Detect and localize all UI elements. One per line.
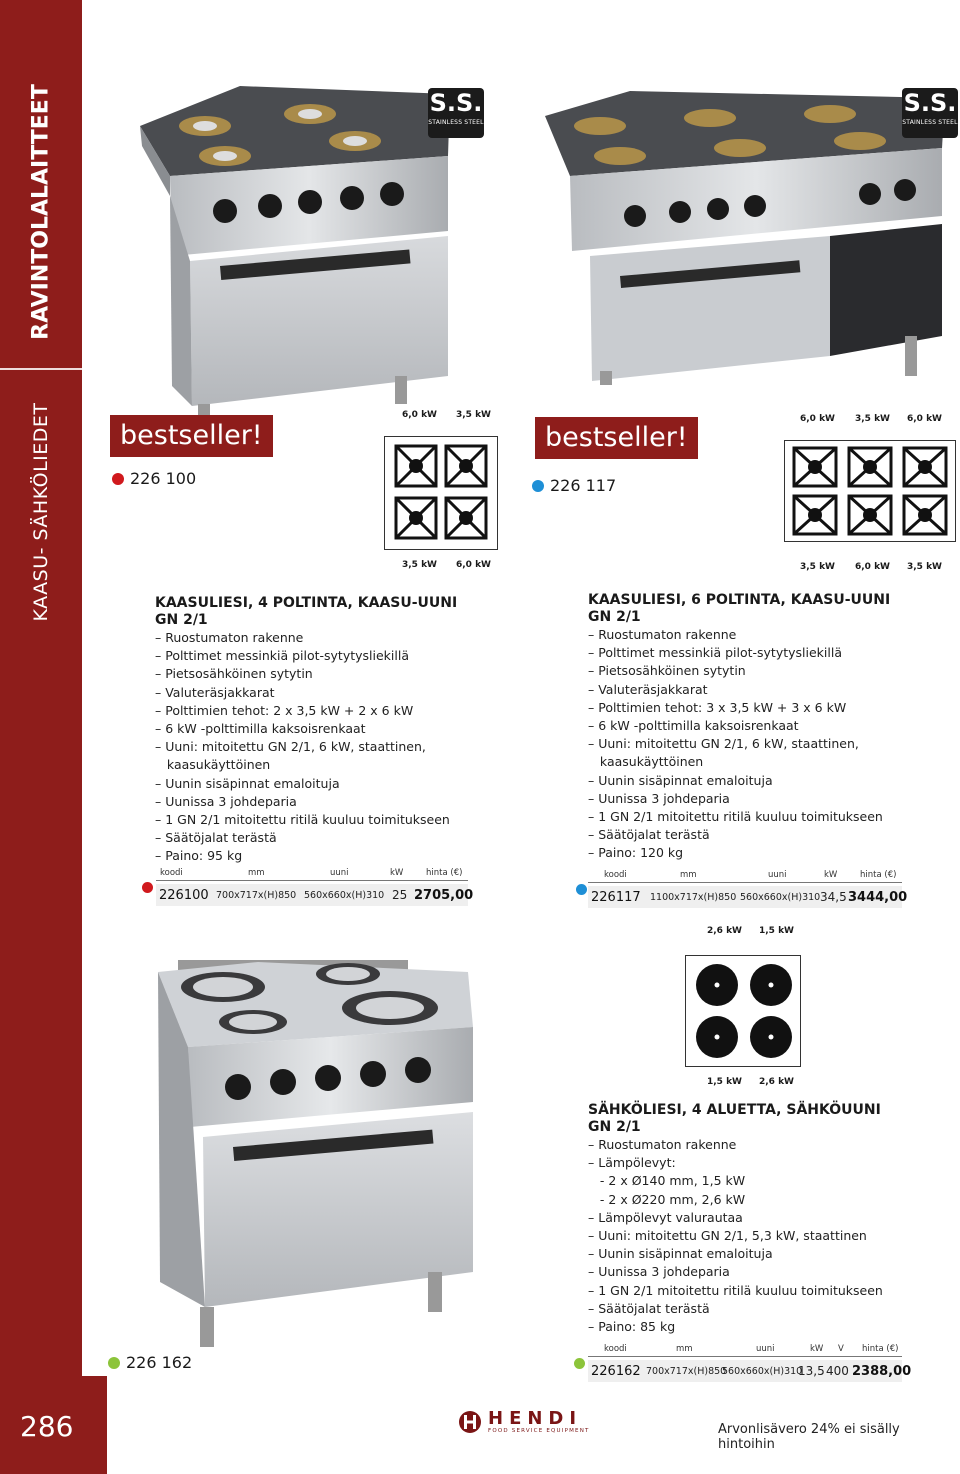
spec-dimensions: 700x717x(H)850 [646,1365,727,1377]
table-row [588,1360,912,1382]
spec-code: 226162 [591,1363,641,1379]
spec-header-cell: uuni [768,870,787,880]
spec-header-cell: kW [824,870,838,880]
blue-dot-icon [532,480,544,492]
table-row [156,884,474,906]
product-code-tag [112,469,196,488]
category-main-label: RAVINTOLALAITTEET [28,84,54,340]
spec-header-cell: V [838,1344,844,1354]
product-code-label: 226 162 [126,1353,193,1372]
spec-oven-size: 560x660x(H)310 [740,891,821,903]
product-title: SÄHKÖLIESI, 4 ALUETTA, SÄHKÖUUNI GN 2/1 [588,1102,881,1135]
feature-item: – Uunissa 3 johdeparia [588,790,730,806]
spec-header-cell: hinta (€) [862,1344,899,1354]
spec-header-cell: hinta (€) [860,870,897,880]
feature-list [588,626,918,863]
spec-table-header [588,1340,902,1354]
feature-item: – Polttimien tehot: 3 x 3,5 kW + 3 x 6 kW [588,699,847,715]
category-sub-label: KAASU- SÄHKÖLIEDET [30,402,52,622]
spec-header-cell: mm [248,868,265,878]
feature-item: – Lämpölevyt valurautaa [588,1209,743,1225]
ss-badge-small: STAINLESS STEEL [902,119,958,126]
feature-item: – Ruostumaton rakenne [588,1137,737,1152]
hendi-logo-icon [458,1410,482,1434]
feature-item: – Uunin sisäpinnat emaloituja [155,775,340,791]
product-description [155,595,485,866]
spec-header-cell: mm [676,1344,693,1354]
spec-kw: 25 [392,888,408,902]
product-code-tag [108,1353,192,1372]
burner-layout-diagram [384,436,498,550]
product-photo-gas-range-4 [130,86,460,426]
feature-item: – Uuni: mitoitettu GN 2/1, 5,3 kW, staattinen [588,1228,867,1244]
spec-price: 3444,00 [848,889,908,905]
sidebar-divider [0,368,82,370]
spec-oven-size: 560x660x(H)310 [304,889,385,901]
stainless-steel-badge [902,88,958,138]
kw-label: 6,0 kW [855,562,890,572]
feature-item: – Paino: 85 kg [588,1319,676,1335]
red-dot-icon [112,473,124,485]
kw-label: 6,0 kW [907,414,942,424]
kw-label: 3,5 kW [907,562,942,572]
stainless-steel-badge [428,88,484,138]
kw-label: 1,5 kW [707,1077,742,1087]
feature-list [155,629,485,866]
spec-header-cell: kW [390,868,404,878]
spec-header-cell: koodi [604,870,627,880]
spec-header-cell: koodi [160,868,183,878]
feature-item: – Ruostumaton rakenne [588,627,737,642]
spec-table [156,864,474,906]
feature-item: – Paino: 95 kg [155,848,243,864]
spec-table-header [156,864,468,878]
feature-item: – Säätöjalat terästä [588,827,710,843]
feature-item: – 1 GN 2/1 mitoitettu ritilä kuuluu toimitukseen [155,812,450,828]
feature-item: – Polttimet messinkiä pilot-sytytysliekillä [155,648,409,664]
feature-item: – Polttimien tehot: 2 x 3,5 kW + 2 x 6 kW [155,702,414,718]
spec-table [588,1340,912,1382]
spec-price: 2705,00 [414,887,474,903]
ss-badge-small: STAINLESS STEEL [428,119,484,126]
spec-header-cell: uuni [756,1344,775,1354]
hendi-logo [458,1410,590,1434]
kw-label: 6,0 kW [456,560,491,570]
feature-item: - 2 x Ø220 mm, 2,6 kW [588,1191,746,1207]
feature-item: – Polttimet messinkiä pilot-sytytysliekillä [588,645,842,661]
product-code-label: 226 117 [550,476,617,495]
feature-item: – Uuni: mitoitettu GN 2/1, 6 kW, staattinen, [588,736,859,752]
spec-table-rule [588,882,902,883]
feature-item: – Säätöjalat terästä [155,830,277,846]
kw-label: 1,5 kW [759,926,794,936]
spec-dimensions: 700x717x(H)850 [216,889,297,901]
table-row [588,886,908,908]
spec-table-header [588,866,902,880]
feature-item: – Valuteräsjakkarat [155,684,275,700]
spec-table-rule [588,1356,902,1357]
feature-item: – 6 kW -polttimilla kaksoisrenkaat [155,721,366,737]
product-title: KAASULIESI, 4 POLTINTA, KAASU-UUNI GN 2/1 [155,595,458,628]
feature-item: – Ruostumaton rakenne [155,630,304,645]
feature-item: – Uunin sisäpinnat emaloituja [588,772,773,788]
green-dot-icon [108,1357,120,1369]
kw-label: 3,5 kW [855,414,890,424]
feature-item: – 6 kW -polttimilla kaksoisrenkaat [588,718,799,734]
kw-label: 3,5 kW [800,562,835,572]
spec-header-cell: uuni [330,868,349,878]
hotplate-layout-diagram [685,955,801,1067]
spec-kw: 13,5 [798,1364,825,1378]
feature-item: – Uunissa 3 johdeparia [588,1264,730,1280]
feature-item: – Säätöjalat terästä [588,1300,710,1316]
feature-list [588,1136,918,1336]
spec-oven-size: 560x660x(H)310 [722,1365,803,1377]
kw-label: 3,5 kW [402,560,437,570]
feature-item: kaasukäyttöinen [155,757,271,773]
kw-label: 6,0 kW [800,414,835,424]
product-description [588,1102,918,1336]
kw-label: 3,5 kW [456,410,491,420]
blue-dot-icon [576,884,587,895]
feature-item: - 2 x Ø140 mm, 1,5 kW [588,1173,746,1189]
product-photo-gas-range-6 [540,86,950,386]
feature-item: – 1 GN 2/1 mitoitettu ritilä kuuluu toimitukseen [588,1282,883,1298]
product-description [588,592,918,863]
feature-item: kaasukäyttöinen [588,754,704,770]
spec-code: 226100 [159,887,209,903]
bestseller-badge: bestseller! [535,417,698,459]
spec-price: 2388,00 [852,1363,912,1379]
page-number: 286 [20,1410,74,1443]
product-code-label: 226 100 [130,469,197,488]
feature-item: – Lämpölevyt: [588,1155,676,1171]
feature-item: – Uuni: mitoitettu GN 2/1, 6 kW, staattinen, [155,739,426,755]
feature-item: – Pietsosähköinen sytytin [155,666,313,682]
kw-label: 2,6 kW [759,1077,794,1087]
spec-header-cell: hinta (€) [426,868,463,878]
feature-item: – Pietsosähköinen sytytin [588,663,746,679]
vat-note: Arvonlisävero 24% ei sisälly hintoihin [718,1422,900,1452]
spec-code: 226117 [591,889,641,905]
green-dot-icon [574,1358,585,1369]
feature-item: – Valuteräsjakkarat [588,681,708,697]
ss-badge-big: S.S. [903,89,957,117]
spec-table-rule [156,880,468,881]
bestseller-badge: bestseller! [110,415,273,457]
kw-label: 2,6 kW [707,926,742,936]
feature-item: – Uunin sisäpinnat emaloituja [588,1246,773,1262]
spec-header-cell: mm [680,870,697,880]
burner-layout-diagram [784,440,956,542]
product-code-tag [532,476,616,495]
logo-tagline: FOOD SERVICE EQUIPMENT [488,1428,590,1434]
feature-item: – 1 GN 2/1 mitoitettu ritilä kuuluu toimitukseen [588,809,883,825]
red-dot-icon [142,882,153,893]
spec-header-cell: kW [810,1344,824,1354]
logo-wordmark: HENDI [488,1408,583,1429]
ss-badge-big: S.S. [429,89,483,117]
spec-header-cell: koodi [604,1344,627,1354]
feature-item: – Uunissa 3 johdeparia [155,793,297,809]
kw-label: 6,0 kW [402,410,437,420]
product-title: KAASULIESI, 6 POLTINTA, KAASU-UUNI GN 2/1 [588,592,891,625]
spec-dimensions: 1100x717x(H)850 [650,891,737,903]
feature-item: – Paino: 120 kg [588,845,684,861]
spec-table [588,866,908,908]
spec-kw: 34,5 [820,890,847,904]
spec-voltage: 400 [826,1364,849,1378]
product-photo-electric-range [128,942,488,1362]
